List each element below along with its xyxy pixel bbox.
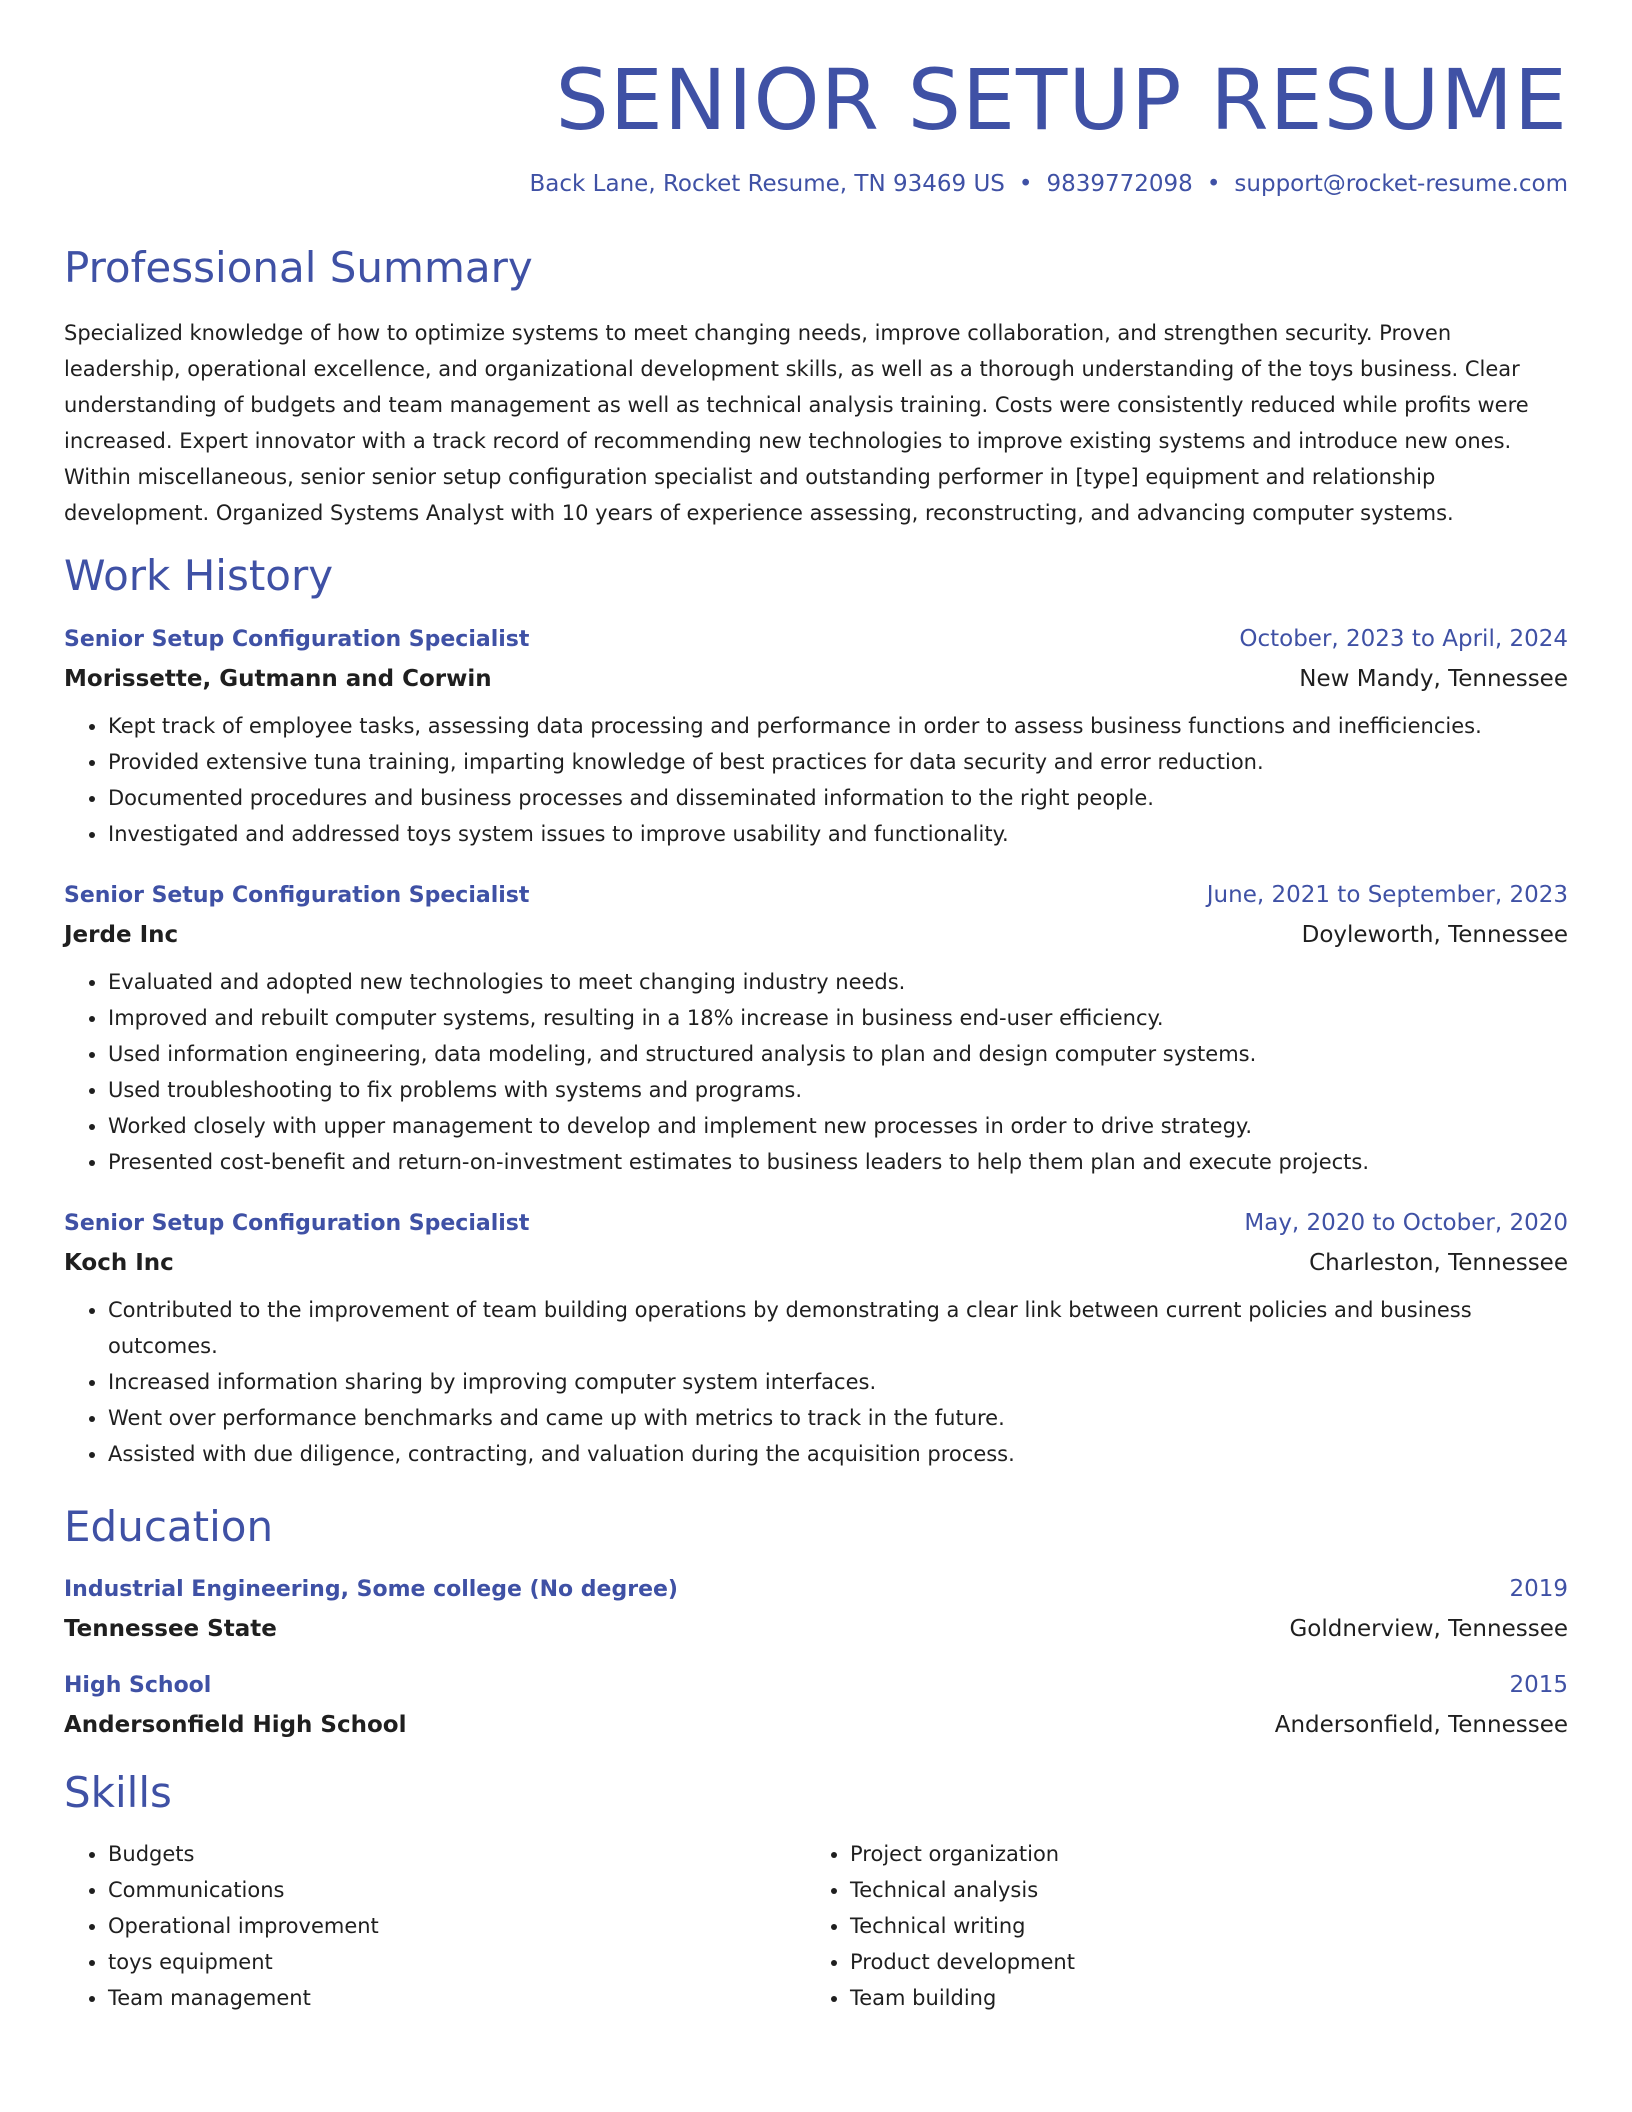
job-bullets <box>64 964 1568 1180</box>
job-title: Senior Setup Configuration Specialist <box>64 882 530 908</box>
education-location: Goldnerview, Tennessee <box>1289 1615 1568 1642</box>
job-company: Jerde Inc <box>64 921 179 948</box>
education-school: Andersonfield High School <box>64 1711 407 1738</box>
job-bullet-item: • Investigated and addressed toys system issues to improve usability and functionality. <box>108 816 1568 852</box>
skills-section <box>64 1768 1568 2016</box>
skill-item: • Team management <box>108 1980 806 2016</box>
resume-header <box>64 0 1568 197</box>
job-bullet-item: • Documented procedures and business processes and disseminated information to the right people. <box>108 780 1568 816</box>
job-location: New Mandy, Tennessee <box>1299 665 1568 692</box>
job-location: Charleston, Tennessee <box>1309 1249 1568 1276</box>
skills-list-right <box>806 1836 1548 2016</box>
education-entry <box>64 1672 1568 1738</box>
job-company-row <box>64 1250 1568 1276</box>
job-bullet-item: • Contributed to the improvement of team building operations by demonstrating a clear link between current policies and business outcomes. <box>108 1292 1568 1364</box>
education-year: 2015 <box>1509 1671 1568 1698</box>
job-bullets <box>64 1292 1568 1472</box>
job-bullet-item: • Worked closely with upper management to develop and implement new processes in order to drive strategy. <box>108 1108 1568 1144</box>
skill-item: • Product development <box>850 1944 1548 1980</box>
skill-item: • Operational improvement <box>108 1908 806 1944</box>
skill-item: • Team building <box>850 1980 1548 2016</box>
contact-phone: 9839772098 <box>1046 170 1193 197</box>
job-bullet-item: • Used information engineering, data modeling, and structured analysis to plan and design computer systems. <box>108 1036 1568 1072</box>
job-bullet-item: • Improved and rebuilt computer systems, resulting in a 18% increase in business end-user efficiency. <box>108 1000 1568 1036</box>
job-company-row <box>64 922 1568 948</box>
section-title-education: Education <box>64 1501 274 1551</box>
education-school-row <box>64 1712 1568 1738</box>
summary-section <box>64 243 1568 531</box>
job-header-row <box>64 1210 1568 1236</box>
education-school: Tennessee State <box>64 1615 277 1642</box>
education-section <box>64 1502 1568 1738</box>
skill-item: • Communications <box>108 1872 806 1908</box>
skill-item: • Budgets <box>108 1836 806 1872</box>
education-school-row <box>64 1616 1568 1642</box>
skills-columns <box>64 1836 1568 2016</box>
section-title-skills: Skills <box>64 1767 172 1817</box>
contact-line <box>64 171 1568 197</box>
job-dates: October, 2023 to April, 2024 <box>1239 625 1568 652</box>
contact-email: support@rocket-resume.com <box>1234 170 1568 197</box>
job-title: Senior Setup Configuration Specialist <box>64 1210 530 1236</box>
contact-separator: • <box>1018 170 1033 197</box>
section-title-summary: Professional Summary <box>64 242 533 292</box>
skills-list-left <box>64 1836 806 2016</box>
job-location: Doyleworth, Tennessee <box>1301 921 1568 948</box>
contact-separator: • <box>1206 170 1221 197</box>
contact-address: Back Lane, Rocket Resume, TN 93469 US <box>529 170 1005 197</box>
education-header-row <box>64 1576 1568 1602</box>
skill-item: • Technical writing <box>850 1908 1548 1944</box>
job-bullet-item: • Kept track of employee tasks, assessing data processing and performance in order to assess business functions and inefficiencies. <box>108 708 1568 744</box>
summary-text: Specialized knowledge of how to optimize systems to meet changing needs, improve collaboration, and strengthen security. Proven leadership, operational excellence, and organizational development skills, as well as a thorough understanding of the toys business. Clear understanding of budgets and team management as well as technical analysis training. Costs were consistently reduced while profits were increased. Expert innovator with a track record of recommending new technologies to improve existing systems and introduce new ones. Within miscellaneous, senior senior setup configuration specialist and outstanding performer in [type] equipment and relationship development. Organized Systems Analyst with 10 years of experience assessing, reconstructing, and advancing computer systems. <box>64 321 1529 526</box>
education-year: 2019 <box>1509 1575 1568 1602</box>
job-bullet-item: • Increased information sharing by improving computer system interfaces. <box>108 1364 1568 1400</box>
job-bullet-item: • Evaluated and adopted new technologies to meet changing industry needs. <box>108 964 1568 1000</box>
job-header-row <box>64 626 1568 652</box>
education-location: Andersonfield, Tennessee <box>1274 1711 1568 1738</box>
job-company: Koch Inc <box>64 1249 174 1276</box>
job-dates: June, 2021 to September, 2023 <box>1206 881 1568 908</box>
skill-item: • toys equipment <box>108 1944 806 1980</box>
job-bullet-item: • Provided extensive tuna training, imparting knowledge of best practices for data security and error reduction. <box>108 744 1568 780</box>
job-header-row <box>64 882 1568 908</box>
job-bullet-item: • Presented cost-benefit and return-on-investment estimates to business leaders to help them plan and execute projects. <box>108 1144 1568 1180</box>
job-entry <box>64 626 1568 852</box>
job-bullet-item: • Assisted with due diligence, contracting, and valuation during the acquisition process. <box>108 1436 1568 1472</box>
candidate-name: SENIOR SETUP RESUME <box>555 51 1568 149</box>
job-title: Senior Setup Configuration Specialist <box>64 626 530 652</box>
education-degree: High School <box>64 1672 212 1698</box>
job-company: Morissette, Gutmann and Corwin <box>64 665 492 692</box>
job-bullet-item: • Went over performance benchmarks and came up with metrics to track in the future. <box>108 1400 1568 1436</box>
education-entry <box>64 1576 1568 1642</box>
skill-item: • Technical analysis <box>850 1872 1548 1908</box>
job-entry <box>64 882 1568 1180</box>
job-entry <box>64 1210 1568 1472</box>
education-degree: Industrial Engineering, Some college (No degree) <box>64 1576 678 1602</box>
jobs-list <box>64 626 1568 1472</box>
section-title-work-history: Work History <box>64 551 334 601</box>
education-list <box>64 1576 1568 1738</box>
skill-item: • Project organization <box>850 1836 1548 1872</box>
job-bullet-item: • Used troubleshooting to fix problems with systems and programs. <box>108 1072 1568 1108</box>
job-dates: May, 2020 to October, 2020 <box>1244 1209 1568 1236</box>
work-history-section <box>64 551 1568 1471</box>
job-bullets <box>64 708 1568 852</box>
job-company-row <box>64 666 1568 692</box>
education-header-row <box>64 1672 1568 1698</box>
